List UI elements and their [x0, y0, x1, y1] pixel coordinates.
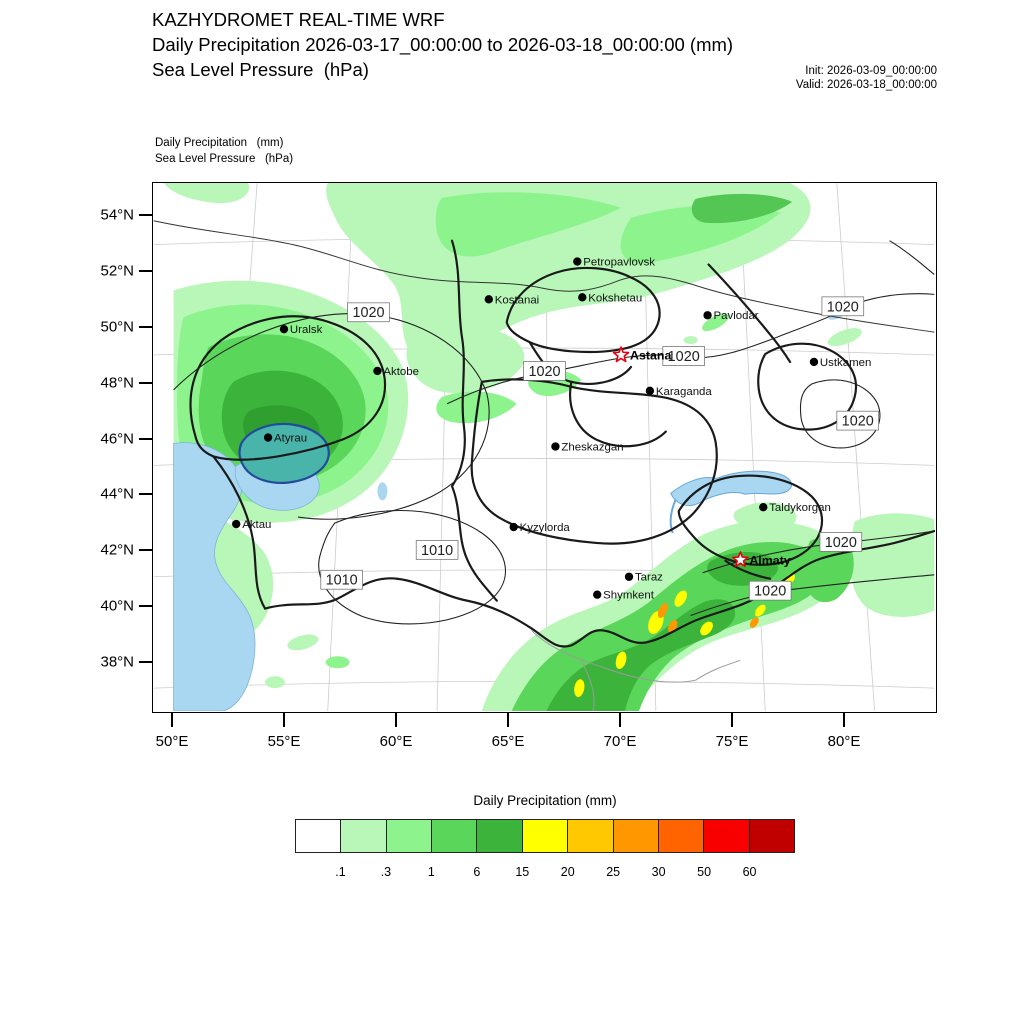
- legend-color-cell: [750, 820, 794, 852]
- pressure-contour-label: 1020: [841, 413, 874, 430]
- legend-tick-value: 50: [697, 865, 712, 879]
- city-dot: [810, 358, 818, 366]
- city-label: Zheskazgan: [561, 441, 624, 454]
- legend-tick-value: 15: [515, 865, 530, 879]
- lon-tick-mark: [171, 713, 173, 727]
- legend-tick-value: 6: [473, 865, 481, 879]
- city-dot: [373, 367, 381, 375]
- legend-title: Daily Precipitation (mm): [473, 793, 617, 808]
- pressure-contour-label: 1020: [824, 534, 857, 551]
- city-label: Aktobe: [383, 365, 419, 378]
- city-dot: [573, 257, 581, 265]
- latitude-axis: [60, 182, 152, 713]
- legend-color-cell: [523, 820, 568, 852]
- lon-tick-label: 50°E: [155, 733, 189, 750]
- city-dot: [703, 311, 711, 319]
- legend-color-cell: [432, 820, 477, 852]
- lon-tick-label: 65°E: [491, 733, 525, 750]
- map-sublabels: [155, 135, 293, 167]
- init-time: Init: 2026-03-09_00:00:00: [805, 65, 937, 77]
- city-dot: [593, 590, 601, 598]
- header-title-block: [152, 7, 733, 82]
- map-sublabel-pressure: Sea Level Pressure (hPa): [155, 153, 294, 165]
- city-label: Kyzylorda: [519, 522, 570, 535]
- city-dot: [578, 293, 586, 301]
- longitude-axis: [152, 713, 937, 758]
- legend-colorbar: [295, 819, 795, 853]
- pressure-contour-label: 1020: [352, 305, 385, 322]
- lat-tick-label: 48°N: [100, 374, 134, 392]
- lat-tick-mark: [139, 270, 152, 272]
- run-times-block: [796, 64, 937, 92]
- lon-tick-label: 80°E: [827, 733, 861, 750]
- lon-tick-mark: [843, 713, 845, 727]
- lat-tick-label: 40°N: [100, 597, 134, 615]
- city-label: Uralsk: [289, 324, 323, 337]
- city-dot: [759, 503, 767, 511]
- lat-tick-label: 52°N: [100, 262, 134, 280]
- legend-tick-value: 30: [651, 865, 666, 879]
- legend-tick-value: 60: [742, 865, 757, 879]
- lat-tick-label: 50°N: [100, 318, 134, 336]
- lon-tick-mark: [619, 713, 621, 727]
- pressure-contour-label: 1020: [826, 299, 859, 316]
- lon-tick-mark: [507, 713, 509, 727]
- capital-label: Astana: [630, 348, 672, 363]
- field-title: Daily Precipitation 2026-03-17_00:00:00 to 2026-03-18_00:00:00 (mm): [152, 34, 734, 55]
- city-label: Shymkent: [603, 589, 654, 602]
- lat-tick-mark: [139, 605, 152, 607]
- city-label: Ustkamen: [819, 356, 872, 369]
- pressure-contour-label: 1020: [754, 583, 787, 600]
- lat-tick-mark: [139, 326, 152, 328]
- city-dot: [232, 520, 240, 528]
- pressure-contour-label: 1020: [667, 348, 700, 365]
- pressure-contour-label: 1020: [528, 363, 561, 380]
- city-dot: [485, 295, 493, 303]
- map-sublabel-precip: Daily Precipitation (mm): [155, 137, 284, 149]
- lon-tick-label: 75°E: [715, 733, 749, 750]
- lon-tick-label: 55°E: [267, 733, 301, 750]
- lat-tick-label: 54°N: [100, 206, 134, 224]
- lon-tick-mark: [731, 713, 733, 727]
- lon-tick-mark: [283, 713, 285, 727]
- city-label: Pavlodar: [713, 310, 759, 323]
- legend-color-cell: [387, 820, 432, 852]
- legend-color-cell: [704, 820, 749, 852]
- legend-tick-value: 20: [560, 865, 575, 879]
- lat-tick-label: 38°N: [100, 653, 134, 671]
- city-label: Taraz: [634, 571, 663, 584]
- legend-tick-value: 25: [606, 865, 621, 879]
- legend-tick-labels: [295, 865, 795, 885]
- pressure-contour-label: 1010: [421, 542, 454, 559]
- city-dot: [280, 325, 288, 333]
- city-label: Aktau: [242, 519, 272, 532]
- city-dot: [646, 387, 654, 395]
- weather-map-svg: [153, 183, 935, 711]
- city-label: Kostanai: [494, 294, 540, 307]
- lat-tick-mark: [139, 438, 152, 440]
- legend-tick-value: .3: [380, 865, 392, 879]
- city-dot: [551, 442, 559, 450]
- precipitation-legend: [295, 793, 795, 885]
- lat-tick-label: 46°N: [100, 430, 134, 447]
- city-label: Karaganda: [655, 385, 712, 398]
- legend-color-cell: [659, 820, 704, 852]
- legend-color-cell: [341, 820, 386, 852]
- valid-time: Valid: 2026-03-18_00:00:00: [795, 79, 937, 91]
- lon-tick-label: 70°E: [603, 733, 637, 750]
- city-dot: [625, 573, 633, 581]
- model-title: KAZHYDROMET REAL-TIME WRF: [152, 9, 445, 30]
- city-label: Petropavlovsk: [583, 256, 656, 269]
- lat-tick-mark: [139, 493, 152, 495]
- legend-tick-value: .1: [335, 865, 346, 879]
- city-dot: [509, 523, 517, 531]
- lat-tick-label: 42°N: [100, 541, 134, 559]
- lat-tick-label: 44°N: [100, 485, 134, 503]
- city-dot: [264, 433, 272, 441]
- capital-label: Almaty: [749, 553, 791, 568]
- legend-color-cell: [614, 820, 659, 852]
- legend-color-cell: [296, 820, 341, 852]
- city-label: Taldykorgan: [769, 502, 831, 515]
- city-label: Kokshetau: [588, 292, 643, 305]
- lat-tick-mark: [139, 549, 152, 551]
- pressure-contour-label: 1010: [325, 572, 358, 589]
- lat-tick-mark: [139, 382, 152, 384]
- lat-tick-mark: [139, 661, 152, 663]
- map-plot-area: [152, 182, 937, 713]
- field-title-2: Sea Level Pressure (hPa): [152, 59, 369, 80]
- legend-color-cell: [568, 820, 613, 852]
- legend-color-cell: [477, 820, 522, 852]
- lat-tick-mark: [139, 214, 152, 216]
- small-lake-2: [377, 482, 387, 500]
- legend-tick-value: 1: [427, 865, 435, 879]
- lon-tick-mark: [395, 713, 397, 727]
- lon-tick-label: 60°E: [379, 733, 413, 750]
- city-label: Atyrau: [274, 432, 308, 445]
